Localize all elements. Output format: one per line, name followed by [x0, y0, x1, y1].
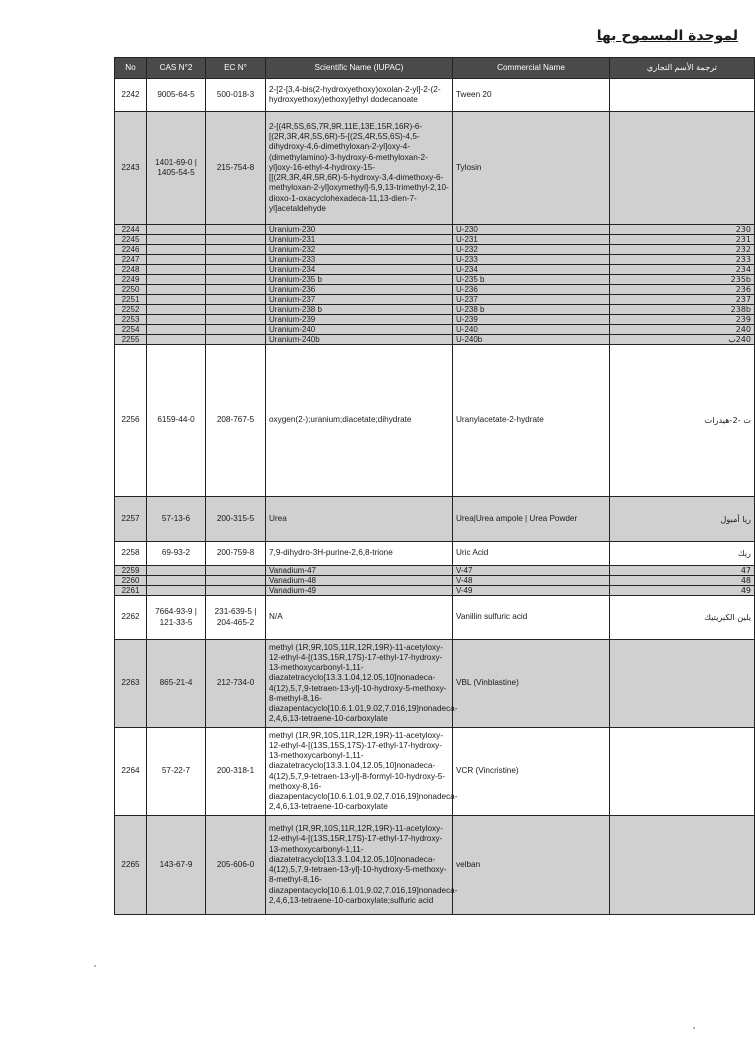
cell-arabic: 231: [610, 235, 755, 245]
cell-no: 2242: [115, 79, 147, 112]
table-row: [115, 275, 755, 285]
table-row: [115, 542, 755, 566]
cell-commercial: V-49: [453, 586, 610, 596]
cell-cas: 6159-44-0: [147, 345, 206, 497]
column-header-cas: CAS N°2: [147, 58, 206, 79]
cell-ec: [206, 586, 266, 596]
cell-iupac: Uranium-238 b: [266, 305, 453, 315]
cell-ec: 208-767-5: [206, 345, 266, 497]
cell-commercial: VCR (Vincristine): [453, 728, 610, 816]
cell-ec: [206, 295, 266, 305]
cell-arabic: [610, 728, 755, 816]
cell-iupac: N/A: [266, 596, 453, 640]
cell-no: 2260: [115, 576, 147, 586]
cell-no: 2258: [115, 542, 147, 566]
cell-ec: [206, 275, 266, 285]
cell-commercial: U-239: [453, 315, 610, 325]
cell-no: 2250: [115, 285, 147, 295]
cell-ec: [206, 566, 266, 576]
cell-arabic: 235b: [610, 275, 755, 285]
table-row: [115, 566, 755, 576]
cell-cas: 1401-69-0 | 1405-54-5: [147, 112, 206, 225]
table-row: [115, 325, 755, 335]
cell-ec: 231-639-5 | 204-465-2: [206, 596, 266, 640]
substances-table: [114, 57, 755, 915]
cell-arabic: 238b: [610, 305, 755, 315]
cell-arabic: 237: [610, 295, 755, 305]
cell-no: 2254: [115, 325, 147, 335]
cell-commercial: V-48: [453, 576, 610, 586]
cell-no: 2252: [115, 305, 147, 315]
cell-iupac: methyl (1R,9R,10S,11R,12R,19R)-11-acetyloxy-12-ethyl-4-[(13S,15R,17S)-17-ethyl-17-hydroxy-13-methoxycarbonyl-1,11-diazatetracyclo[13.3.1.04,12.05,10]nonadeca-4(12),5,7,9-tetraen-13-yl]-10-hydroxy-5-methoxy-8-methyl-8,16-diazapentacyclo[10.6.1.01,9.02,7.016,19]nonadeca-2,4,6,13-tetraene-10-carboxylate;sulfuric acid: [266, 816, 453, 915]
cell-no: 2259: [115, 566, 147, 576]
table-header-row: [115, 58, 755, 79]
cell-iupac: Vanadium-49: [266, 586, 453, 596]
cell-commercial: velban: [453, 816, 610, 915]
cell-ec: [206, 315, 266, 325]
cell-arabic: 48: [610, 576, 755, 586]
cell-arabic: [610, 112, 755, 225]
table-row: [115, 335, 755, 345]
table-row: [115, 255, 755, 265]
cell-arabic: 240: [610, 325, 755, 335]
cell-iupac: Uranium-239: [266, 315, 453, 325]
cell-commercial: Vanillin sulfuric acid: [453, 596, 610, 640]
cell-arabic: ريا أمبول: [610, 497, 755, 542]
cell-iupac: Uranium-230: [266, 225, 453, 235]
cell-ec: [206, 255, 266, 265]
cell-no: 2253: [115, 315, 147, 325]
cell-ec: [206, 265, 266, 275]
table-row: [115, 285, 755, 295]
column-header-arabic: ترجمة الأسم التجاري: [610, 58, 755, 79]
cell-iupac: methyl (1R,9R,10S,11R,12R,19R)-11-acetyloxy-12-ethyl-4-[(13S,15R,17S)-17-ethyl-17-hydroxy-13-methoxycarbonyl-1,11-diazatetracyclo[13.3.1.04,12.05,10]nonadeca-4(12),5,7,9-tetraen-13-yl]-10-hydroxy-5-methoxy-8-methyl-8,16-diazapentacyclo[10.6.1.01,9.02,7.016,19]nonadeca-2,4,6,13-tetraene-10-carboxylate: [266, 640, 453, 728]
cell-no: 2261: [115, 586, 147, 596]
table-row: [115, 497, 755, 542]
cell-cas: [147, 225, 206, 235]
table-row: [115, 728, 755, 816]
cell-commercial: Urea|Urea ampole | Urea Powder: [453, 497, 610, 542]
cell-arabic: ريك: [610, 542, 755, 566]
cell-arabic: 47: [610, 566, 755, 576]
cell-arabic: [610, 640, 755, 728]
cell-commercial: U-237: [453, 295, 610, 305]
table-row: [115, 816, 755, 915]
cell-no: 2256: [115, 345, 147, 497]
cell-ec: 212-734-0: [206, 640, 266, 728]
column-header-ec: EC N°: [206, 58, 266, 79]
cell-iupac: Urea: [266, 497, 453, 542]
cell-cas: 865-21-4: [147, 640, 206, 728]
cell-no: 2257: [115, 497, 147, 542]
cell-ec: 205-606-0: [206, 816, 266, 915]
table-body: [115, 79, 755, 915]
cell-commercial: VBL (Vinblastine): [453, 640, 610, 728]
cell-commercial: U-230: [453, 225, 610, 235]
cell-iupac: Vanadium-48: [266, 576, 453, 586]
cell-arabic: ت -2-هيدرات: [610, 345, 755, 497]
cell-arabic: 234: [610, 265, 755, 275]
scan-speck: [693, 1027, 695, 1029]
cell-iupac: Vanadium-47: [266, 566, 453, 576]
cell-no: 2263: [115, 640, 147, 728]
cell-commercial: Tylosin: [453, 112, 610, 225]
cell-cas: 9005-64-5: [147, 79, 206, 112]
cell-cas: [147, 576, 206, 586]
cell-no: 2249: [115, 275, 147, 285]
cell-commercial: U-236: [453, 285, 610, 295]
column-header-no: No: [115, 58, 147, 79]
column-header-iupac: Scientific Name (IUPAC): [266, 58, 453, 79]
cell-iupac: methyl (1R,9R,10S,11R,12R,19R)-11-acetyloxy-12-ethyl-4-[(13S,15S,17S)-17-ethyl-17-hydroxy-13-methoxycarbonyl-1,11-diazatetracyclo[13.3.1.04,12.05,10]nonadeca-4(12),5,7,9-tetraen-13-yl]-8-formyl-10-hydroxy-5-methoxy-8,16-diazapentacyclo[10.6.1.01,9.02,7.016,19]nonadeca-2,4,6,13-tetraene-10-carboxylate: [266, 728, 453, 816]
cell-iupac: Uranium-240: [266, 325, 453, 335]
cell-iupac: Uranium-237: [266, 295, 453, 305]
cell-cas: 69-93-2: [147, 542, 206, 566]
cell-commercial: U-233: [453, 255, 610, 265]
cell-cas: [147, 255, 206, 265]
cell-iupac: Uranium-231: [266, 235, 453, 245]
cell-ec: [206, 335, 266, 345]
cell-no: 2251: [115, 295, 147, 305]
cell-iupac: 7,9-dihydro-3H-purine-2,6,8-trione: [266, 542, 453, 566]
cell-cas: 57-22-7: [147, 728, 206, 816]
cell-ec: [206, 225, 266, 235]
cell-arabic: 240ب: [610, 335, 755, 345]
cell-cas: [147, 275, 206, 285]
cell-iupac: Uranium-234: [266, 265, 453, 275]
cell-ec: [206, 245, 266, 255]
cell-no: 2262: [115, 596, 147, 640]
cell-cas: [147, 235, 206, 245]
cell-ec: [206, 285, 266, 295]
cell-cas: [147, 566, 206, 576]
cell-iupac: 2-[(4R,5S,6S,7R,9R,11E,13E,15R,16R)-6-[(2R,3R,4R,5S,6R)-5-[(2S,4R,5S,6S)-4,5-dihydroxy-4,6-dimethyloxan-2-yl]oxy-4-(dimethylamino)-3-hydroxy-6-methyloxan-2-yl]oxy-16-ethyl-4-hydroxy-15-[[(2R,3R,4R,5R,6R)-5-hydroxy-3,4-dimethoxy-6-methyloxan-2-yl]oxymethyl]-5,9,13-trimethyl-2,10-dioxo-1-oxacyclohexadeca-11,13-dien-7-yl]acetaldehyde: [266, 112, 453, 225]
cell-ec: 200-318-1: [206, 728, 266, 816]
cell-no: 2265: [115, 816, 147, 915]
cell-commercial: U-240b: [453, 335, 610, 345]
column-header-commercial: Commercial Name: [453, 58, 610, 79]
table-row: [115, 576, 755, 586]
cell-iupac: Uranium-235 b: [266, 275, 453, 285]
cell-no: 2255: [115, 335, 147, 345]
cell-cas: [147, 586, 206, 596]
cell-cas: [147, 335, 206, 345]
cell-no: 2264: [115, 728, 147, 816]
cell-ec: 215-754-8: [206, 112, 266, 225]
table-row: [115, 586, 755, 596]
cell-cas: 57-13-6: [147, 497, 206, 542]
cell-arabic: 236: [610, 285, 755, 295]
cell-ec: 200-315-5: [206, 497, 266, 542]
cell-arabic: [610, 79, 755, 112]
table-row: [115, 596, 755, 640]
cell-no: 2243: [115, 112, 147, 225]
table-row: [115, 315, 755, 325]
cell-cas: [147, 305, 206, 315]
table-row: [115, 235, 755, 245]
table-row: [115, 640, 755, 728]
cell-no: 2247: [115, 255, 147, 265]
cell-cas: 7664-93-9 | 121-33-5: [147, 596, 206, 640]
cell-iupac: Uranium-236: [266, 285, 453, 295]
cell-commercial: U-234: [453, 265, 610, 275]
cell-ec: 200-759-8: [206, 542, 266, 566]
cell-iupac: Uranium-240b: [266, 335, 453, 345]
table-row: [115, 345, 755, 497]
cell-arabic: 49: [610, 586, 755, 596]
table-row: [115, 79, 755, 112]
cell-commercial: U-240: [453, 325, 610, 335]
table-row: [115, 295, 755, 305]
cell-arabic: يلين الكبريتيك: [610, 596, 755, 640]
cell-commercial: V-47: [453, 566, 610, 576]
cell-cas: [147, 315, 206, 325]
cell-cas: [147, 325, 206, 335]
cell-ec: [206, 325, 266, 335]
cell-arabic: [610, 816, 755, 915]
table-row: [115, 112, 755, 225]
cell-ec: [206, 235, 266, 245]
scan-speck: [94, 965, 96, 967]
cell-no: 2248: [115, 265, 147, 275]
cell-no: 2244: [115, 225, 147, 235]
cell-iupac: oxygen(2-);uranium;diacetate;dihydrate: [266, 345, 453, 497]
cell-arabic: 232: [610, 245, 755, 255]
table-row: [115, 245, 755, 255]
cell-no: 2245: [115, 235, 147, 245]
cell-iupac: 2-[2-[3,4-bis(2-hydroxyethoxy)oxolan-2-yl]-2-(2-hydroxyethoxy)ethoxy]ethyl dodecanoate: [266, 79, 453, 112]
cell-arabic: 233: [610, 255, 755, 265]
table-row: [115, 265, 755, 275]
cell-cas: [147, 245, 206, 255]
cell-no: 2246: [115, 245, 147, 255]
cell-commercial: Tween 20: [453, 79, 610, 112]
cell-commercial: U-231: [453, 235, 610, 245]
cell-commercial: U-238 b: [453, 305, 610, 315]
cell-arabic: 239: [610, 315, 755, 325]
cell-arabic: 230: [610, 225, 755, 235]
page-header: لموحدة المسموح بها: [596, 28, 738, 44]
cell-commercial: U-235 b: [453, 275, 610, 285]
cell-cas: 143-67-9: [147, 816, 206, 915]
cell-cas: [147, 265, 206, 275]
cell-commercial: Uranylacetate-2-hydrate: [453, 345, 610, 497]
cell-ec: 500-018-3: [206, 79, 266, 112]
cell-commercial: Uric Acid: [453, 542, 610, 566]
table-row: [115, 305, 755, 315]
cell-commercial: U-232: [453, 245, 610, 255]
cell-cas: [147, 295, 206, 305]
cell-ec: [206, 305, 266, 315]
table-row: [115, 225, 755, 235]
cell-ec: [206, 576, 266, 586]
cell-iupac: Uranium-233: [266, 255, 453, 265]
cell-cas: [147, 285, 206, 295]
cell-iupac: Uranium-232: [266, 245, 453, 255]
